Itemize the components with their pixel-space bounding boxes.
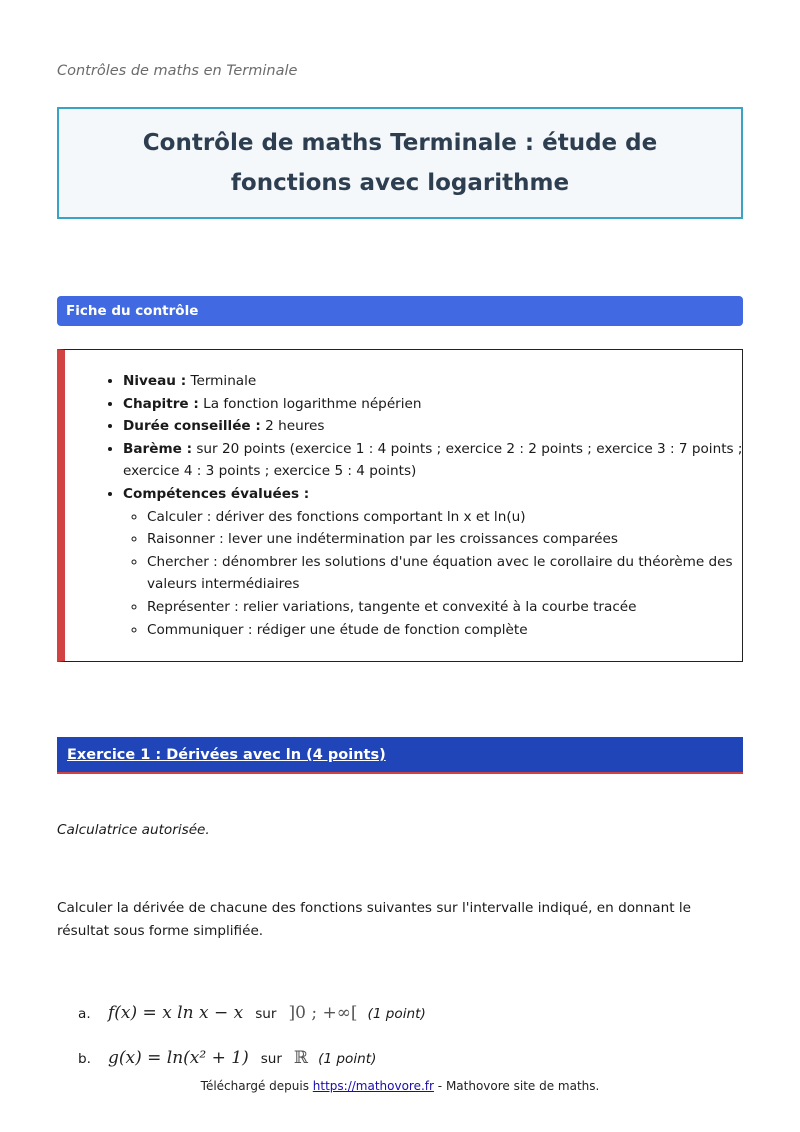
fiche-label: Barème : — [123, 440, 193, 457]
fiche-box — [57, 349, 743, 662]
competence-item: ◦ Raisonner : lever une indétermination par les croissances comparées — [147, 528, 743, 551]
question-letter: a. — [78, 1006, 91, 1022]
fiche-item-chapitre — [123, 393, 743, 416]
question-letter: b. — [78, 1051, 91, 1067]
fiche-value: sur 20 points (exercice 1 : 4 points ; exercice 2 : 2 points ; exercice 3 : 7 points ; exercice 4 : 3 points ; exercice 5 : 4 points) — [123, 440, 743, 480]
fiche-label: Chapitre : — [123, 395, 199, 412]
fiche-label: Niveau : — [123, 373, 187, 389]
competence-item: ◦ Calculer : dériver des fonctions comportant ln x et ln(u) — [147, 506, 743, 529]
question-b — [78, 1048, 376, 1068]
fiche-value: La fonction logarithme népérien — [203, 395, 422, 412]
question-sur: sur — [260, 1051, 283, 1067]
competences-list — [123, 506, 743, 642]
series-kicker: Contrôles de maths en Terminale — [57, 63, 298, 79]
question-sur: sur — [255, 1006, 277, 1022]
question-interval: ℝ — [294, 1048, 309, 1068]
fiche-item-niveau — [123, 370, 743, 393]
question-points: (1 point) — [367, 1006, 426, 1022]
question-a — [78, 1003, 426, 1023]
exercise-1-instruction: Calculer la dérivée de chacune des fonctions suivantes sur l'intervalle indiqué, en donnant le résultat sous forme simplifiée. — [57, 900, 692, 939]
footer-link[interactable]: https://mathovore.fr — [312, 1079, 434, 1093]
question-expression: g(x) = ln(x² + 1) — [108, 1048, 249, 1068]
competence-item: ◦ Représenter : relier variations, tangente et convexité à la courbe tracée — [147, 596, 743, 619]
footer-prefix: Téléchargé depuis — [200, 1079, 309, 1093]
fiche-value: 2 heures — [265, 418, 325, 435]
footer-suffix: - Mathovore site de maths. — [437, 1079, 600, 1093]
title-box — [57, 107, 743, 219]
question-expression: f(x) = x ln x − x — [108, 1003, 244, 1023]
competence-item: ◦ Chercher : dénombrer les solutions d'une équation avec le corollaire du théorème des valeurs intermédiaires — [147, 551, 743, 596]
page-title: Contrôle de maths Terminale : étude de fonctions avec logarithme — [142, 130, 658, 196]
fiche-label: Durée conseillée : — [123, 418, 261, 435]
fiche-item-duree — [123, 415, 743, 438]
exercise-1-title[interactable]: Exercice 1 : Dérivées avec ln (4 points) — [67, 747, 386, 763]
fiche-header: Fiche du contrôle — [57, 296, 743, 326]
question-points: (1 point) — [318, 1051, 377, 1067]
fiche-item-competences — [123, 483, 743, 641]
competence-item: ◦ Communiquer : rédiger une étude de fonction complète — [147, 619, 743, 642]
fiche-label: Compétences évaluées : — [123, 485, 310, 502]
fiche-item-bareme — [123, 438, 743, 483]
question-interval: ]0 ; +∞[ — [288, 1003, 358, 1023]
fiche-value: Terminale — [190, 373, 257, 389]
fiche-list — [107, 370, 743, 641]
calculator-note: Calculatrice autorisée. — [57, 822, 210, 838]
exercise-1-header[interactable] — [57, 737, 743, 774]
footer — [0, 1079, 800, 1093]
